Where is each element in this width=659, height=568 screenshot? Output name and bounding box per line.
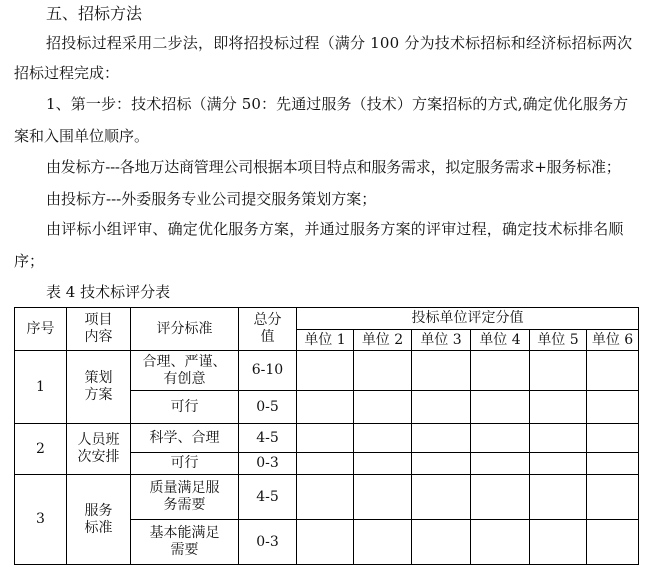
row-criteria [131,520,239,565]
unit-score-cell[interactable] [354,351,412,391]
row-criteria-line1: 质量满足服 [149,480,220,496]
table-header-row [15,308,639,330]
unit-score-cell[interactable] [297,351,354,391]
row-criteria [131,475,239,520]
header-item-line1: 项目 [84,312,113,328]
row-criteria: 可行 [131,453,239,475]
paragraph-bidder: 由投标方---外委服务专业公司提交服务策划方案； [46,190,377,208]
row-criteria-line2: 有创意 [163,370,206,387]
unit-score-cell[interactable] [471,453,530,475]
table-caption: 表 4 技术标评分表 [46,283,171,301]
table-row [15,475,639,520]
unit-score-cell[interactable] [530,351,587,391]
row-item-line1: 人员班 [77,432,120,448]
row-criteria-line2: 务需要 [163,497,206,513]
paragraph-step1-line1: 1、第一步：技术招标（满分 50：先通过服务（技术）方案招标的方式,确定优化服务方 [46,95,629,113]
row-criteria: 科学、合理 [131,424,239,453]
row-item-line1: 策划 [84,370,113,386]
header-item [67,308,131,351]
header-total [239,308,297,351]
unit-score-cell[interactable] [412,475,471,520]
unit-score-cell[interactable] [412,453,471,475]
header-unit-6: 单位 6 [587,330,639,351]
unit-score-cell[interactable] [587,475,639,520]
unit-score-cell[interactable] [412,351,471,391]
unit-score-cell[interactable] [530,475,587,520]
header-unit-5: 单位 5 [530,330,587,351]
header-total-line1: 总分 [253,312,282,328]
paragraph-review-line1: 由评标小组评审、确定优化服务方案，并通过服务方案的评审过程，确定技术标排名顺 [46,220,624,238]
row-criteria-line2: 需要 [170,542,199,558]
unit-score-cell[interactable] [471,424,530,453]
unit-score-cell[interactable] [471,391,530,424]
row-item [67,475,131,565]
header-seq: 序号 [15,308,67,351]
row-score-range: 0-3 [239,453,297,475]
row-seq: 2 [15,424,67,475]
unit-score-cell[interactable] [297,453,354,475]
unit-score-cell[interactable] [297,391,354,424]
unit-score-cell[interactable] [354,391,412,424]
paragraph-step1-line2: 案和入围单位顺序。 [14,127,150,145]
row-item-line1: 服务 [84,502,113,519]
unit-score-cell[interactable] [354,475,412,520]
row-item [67,424,131,475]
unit-score-cell[interactable] [354,424,412,453]
unit-score-cell[interactable] [354,520,412,565]
row-item-line2: 方案 [84,387,113,403]
row-seq: 1 [15,351,67,424]
header-unit-4: 单位 4 [471,330,530,351]
paragraph-issuer: 由发标方---各地万达商管理公司根据本项目特点和服务需求，拟定服务需求+服务标准； [46,158,621,176]
row-score-range: 4-5 [239,475,297,520]
paragraph-review-line2: 序； [14,252,45,270]
unit-score-cell[interactable] [530,453,587,475]
unit-score-cell[interactable] [471,520,530,565]
technical-score-table [14,307,639,565]
table-row [15,351,639,391]
header-bidder-group: 投标单位评定分值 [297,308,639,330]
row-item-line2: 次安排 [77,449,120,465]
row-score-range: 4-5 [239,424,297,453]
section-title: 五、招标方法 [46,4,143,23]
unit-score-cell[interactable] [471,351,530,391]
unit-score-cell[interactable] [587,391,639,424]
table-row [15,424,639,453]
row-criteria: 可行 [131,391,239,424]
paragraph-intro-line2: 招标过程完成： [14,64,120,82]
unit-score-cell[interactable] [587,453,639,475]
header-criteria: 评分标准 [131,308,239,351]
unit-score-cell[interactable] [297,520,354,565]
row-criteria [131,351,239,391]
row-score-range: 0-3 [239,520,297,565]
row-criteria-line1: 合理、严谨、 [142,353,227,370]
header-unit-2: 单位 2 [354,330,412,351]
unit-score-cell[interactable] [297,475,354,520]
header-total-line2: 值 [260,329,275,345]
row-seq: 3 [15,475,67,565]
unit-score-cell[interactable] [530,520,587,565]
unit-score-cell[interactable] [587,424,639,453]
unit-score-cell[interactable] [412,424,471,453]
unit-score-cell[interactable] [412,520,471,565]
row-criteria-line1: 基本能满足 [149,525,220,541]
unit-score-cell[interactable] [471,475,530,520]
row-item [67,351,131,424]
row-score-range: 6-10 [239,351,297,391]
header-unit-1: 单位 1 [297,330,354,351]
unit-score-cell[interactable] [297,424,354,453]
row-item-line2: 标准 [84,519,113,536]
unit-score-cell[interactable] [587,351,639,391]
unit-score-cell[interactable] [354,453,412,475]
paragraph-intro-line1: 招投标过程采用二步法，即将招投标过程（满分 100 分为技术标招标和经济标招标两次 [46,34,633,52]
unit-score-cell[interactable] [530,391,587,424]
header-unit-3: 单位 3 [412,330,471,351]
unit-score-cell[interactable] [587,520,639,565]
unit-score-cell[interactable] [412,391,471,424]
header-item-line2: 内容 [84,329,113,345]
row-score-range: 0-5 [239,391,297,424]
unit-score-cell[interactable] [530,424,587,453]
